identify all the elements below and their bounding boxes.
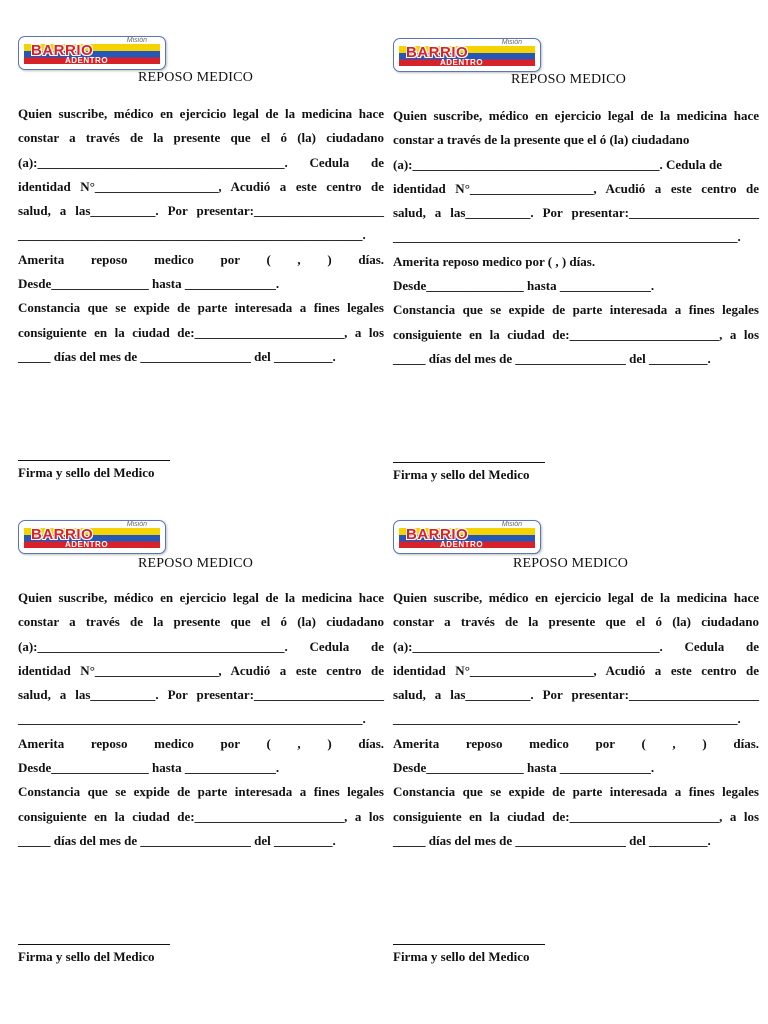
constancia-line: Constancia que se expide de parte interesada a fines legales bbox=[18, 784, 384, 800]
form-body bbox=[18, 586, 384, 853]
body-line-2: constar a través de la presente que el ó (la) ciudadano bbox=[393, 614, 759, 630]
form-title: REPOSO MEDICO bbox=[138, 70, 254, 85]
body-line-2: constar a través de la presente que el ó (la) ciudadano bbox=[18, 130, 384, 146]
date-range-line: Desde_______________ hasta ______________. bbox=[18, 276, 280, 292]
body-line-1: Quien suscribe, médico en ejercicio legal de la medicina hace bbox=[18, 590, 384, 605]
form-body bbox=[393, 586, 759, 853]
form-title: REPOSO MEDICO bbox=[513, 556, 629, 571]
barrio-adentro-logo: Misión BARRIO ADENTRO bbox=[18, 520, 166, 554]
form-body bbox=[18, 102, 384, 369]
signature-line bbox=[393, 462, 545, 463]
constancia-line: Constancia que se expide de parte interesada a fines legales bbox=[393, 302, 759, 318]
rest-days-line: Amerita reposo medico por ( , ) días. bbox=[18, 735, 384, 751]
time-line: salud, a las__________. Por presentar:____________________ bbox=[393, 687, 759, 703]
signature-line bbox=[18, 460, 170, 461]
signature-label: Firma y sello del Medico bbox=[393, 467, 530, 482]
constancia-line: Constancia que se expide de parte interesada a fines legales bbox=[393, 784, 759, 800]
id-number-line: identidad N°___________________, Acudió a este centro de bbox=[393, 180, 759, 196]
citizen-name-line: (a):______________________________________. Cedula de bbox=[393, 156, 722, 172]
body-line-2: constar a través de la presente que el ó (la) ciudadano bbox=[393, 132, 690, 148]
citizen-name-line: (a):______________________________________. Cedula de bbox=[18, 638, 384, 654]
day-month-line: _____ días del mes de _________________ del _________. bbox=[393, 350, 711, 366]
form-title: REPOSO MEDICO bbox=[138, 556, 254, 571]
body-line-2: constar a través de la presente que el ó (la) ciudadano bbox=[18, 614, 384, 630]
citizen-name-line: (a):______________________________________. Cedula de bbox=[18, 154, 384, 170]
date-range-line: Desde_______________ hasta ______________. bbox=[18, 760, 280, 776]
signature-label: Firma y sello del Medico bbox=[393, 949, 530, 964]
id-number-line: identidad N°___________________, Acudió a este centro de bbox=[18, 662, 384, 678]
id-number-line: identidad N°___________________, Acudió a este centro de bbox=[18, 178, 384, 194]
time-line: salud, a las__________. Por presentar:____________________ bbox=[18, 203, 384, 219]
citizen-name-line: (a):______________________________________. Cedula de bbox=[393, 638, 759, 654]
day-month-line: _____ días del mes de _________________ del _________. bbox=[18, 348, 336, 364]
body-line-1: Quien suscribe, médico en ejercicio legal de la medicina hace bbox=[393, 108, 759, 123]
city-line: consiguiente en la ciudad de:_______________________, a los bbox=[18, 808, 384, 824]
date-range-line: Desde_______________ hasta ______________. bbox=[393, 760, 655, 776]
signature-label: Firma y sello del Medico bbox=[18, 465, 155, 480]
day-month-line: _____ días del mes de _________________ del _________. bbox=[18, 832, 336, 848]
signature-label: Firma y sello del Medico bbox=[18, 949, 155, 964]
id-number-line: identidad N°___________________, Acudió a este centro de bbox=[393, 662, 759, 678]
medical-leave-form-4 bbox=[393, 520, 761, 990]
date-range-line: Desde_______________ hasta ______________. bbox=[393, 278, 655, 294]
constancia-line: Constancia que se expide de parte interesada a fines legales bbox=[18, 300, 384, 316]
medical-leave-form-3 bbox=[18, 520, 386, 990]
body-line-1: Quien suscribe, médico en ejercicio legal de la medicina hace bbox=[18, 106, 384, 121]
city-line: consiguiente en la ciudad de:_______________________, a los bbox=[18, 324, 384, 340]
presenting-line: _____________________________________________________. bbox=[393, 711, 741, 727]
city-line: consiguiente en la ciudad de:_______________________, a los bbox=[393, 808, 759, 824]
day-month-line: _____ días del mes de _________________ del _________. bbox=[393, 832, 711, 848]
form-body bbox=[393, 104, 759, 371]
body-line-1: Quien suscribe, médico en ejercicio legal de la medicina hace bbox=[393, 590, 759, 605]
presenting-line: _____________________________________________________. bbox=[393, 229, 741, 245]
time-line: salud, a las__________. Por presentar:____________________ bbox=[393, 205, 759, 221]
rest-days-line: Amerita reposo medico por ( , ) días. bbox=[393, 253, 596, 269]
rest-days-line: Amerita reposo medico por ( , ) días. bbox=[393, 735, 759, 751]
barrio-adentro-logo: Misión BARRIO ADENTRO bbox=[393, 38, 541, 72]
medical-leave-form-2 bbox=[393, 38, 761, 508]
barrio-adentro-logo: Misión BARRIO ADENTRO bbox=[18, 36, 166, 70]
presenting-line: _____________________________________________________. bbox=[18, 227, 366, 243]
rest-days-line: Amerita reposo medico por ( , ) días. bbox=[18, 251, 384, 267]
time-line: salud, a las__________. Por presentar:____________________ bbox=[18, 687, 384, 703]
city-line: consiguiente en la ciudad de:_______________________, a los bbox=[393, 326, 759, 342]
signature-line bbox=[18, 944, 170, 945]
barrio-adentro-logo: Misión BARRIO ADENTRO bbox=[393, 520, 541, 554]
presenting-line: _____________________________________________________. bbox=[18, 711, 366, 727]
medical-leave-form-1 bbox=[18, 36, 386, 506]
form-title: REPOSO MEDICO bbox=[511, 72, 627, 87]
signature-line bbox=[393, 944, 545, 945]
